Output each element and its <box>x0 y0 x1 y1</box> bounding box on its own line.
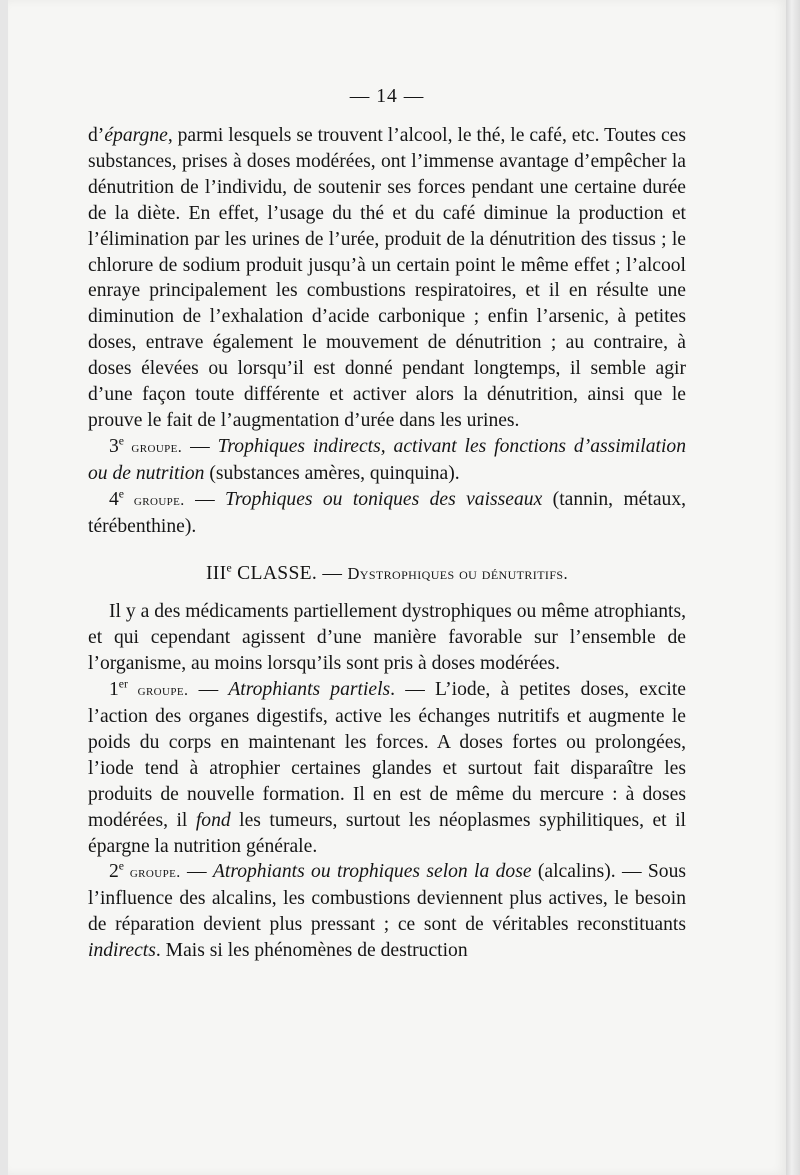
superscript-text: e <box>118 859 125 873</box>
paragraph-epargne <box>88 123 686 434</box>
small-caps-text: groupe. <box>124 438 183 456</box>
text-run: . — L’iode, à petites doses, excite l’action des organes digestifs, active les échanges nutritifs et augmente le poids du corps en maintenant les forces. A doses fortes ou prolongées, l’iode tend à atrophier certaines glandes et surtout fait disparaître les produits de nouvelle formation. Il en est de même du mercure : à doses modérées, il <box>88 679 686 831</box>
paragraph-intro-dystrophiques <box>88 599 686 677</box>
italic-text: Atrophiants partiels <box>228 679 391 701</box>
superscript-text: e <box>118 487 125 501</box>
paragraph-groupe-1 <box>88 677 686 859</box>
text-run: , parmi lesquels se trouvent l’alcool, le thé, le café, etc. Toutes ces substances, prises à doses modérées, ont l’immense avantage d’empêcher la dénutrition de l’individu, de soutenir ses forces pendant une certaine durée de la diète. En effet, l’usage du thé et du café diminue la production et l’élimination par les urines de l’urée, produit de la dénutrition des tissus ; le chlorure de sodium produit jusqu’à un certain point le même effet ; l’alcool enraye principalement les combustions respiratoires, et il en résulte une diminution de l’exhalation d’acide carbonique ; enfin l’arsenic, à petites doses, entrave également le mouvement de dénutrition ; au contraire, à doses élevées ou lorsqu’il est donné pendant longtemps, il semble agir d’une façon toute différente et activer alors la dénutrition, ainsi que le prouve le fait de l’augmentation d’urée dans les urines. <box>88 125 686 431</box>
text-run: 2 <box>109 861 119 883</box>
italic-text: indirects <box>88 940 156 962</box>
text-run: (tannin, métaux, térébenthine). <box>88 488 687 537</box>
text-run: 3 <box>109 435 119 457</box>
superscript-text: e <box>226 560 232 574</box>
small-caps-text: Dystrophiques ou dénutritifs. <box>347 563 569 583</box>
italic-text: Atrophiants ou trophiques selon la dose <box>212 861 532 883</box>
italic-text: fond <box>195 809 231 831</box>
text-run: — <box>182 435 218 457</box>
text-run: — <box>188 679 229 701</box>
paragraph-groupe-3 <box>88 434 686 487</box>
text-run: (substances amères, quinquina). <box>204 462 460 484</box>
paragraph-groupe-2 <box>88 859 686 964</box>
text-run: 4 <box>109 488 119 510</box>
text-run: III <box>205 562 227 584</box>
text-run: . Mais si les phénomènes de destruction <box>155 940 468 962</box>
page-number: — 14 — <box>349 86 425 107</box>
text-run: d’ <box>88 125 105 146</box>
italic-text: Trophiques ou toniques des vaisseaux <box>225 488 543 510</box>
text-run: (alcalins). — Sous l’influence des alcalins, les combustions deviennent plus actives, le besoin de réparation devient plus pressant ; ce sont de véritables reconstituants <box>88 861 687 936</box>
superscript-text: er <box>118 677 128 691</box>
superscript-text: e <box>118 434 125 448</box>
text-run: Il y a des médicaments partiellement dystrophiques ou même atrophiants, et qui cependant agissent d’une manière favorable sur l’ensemble de l’organisme, au moins lorsqu’ils sont pris à doses modérées. <box>88 601 686 675</box>
section-heading-classe-3 <box>88 561 686 587</box>
italic-text: Trophiques indirects, activant les fonctions d’assimilation ou de nutrition <box>88 435 686 484</box>
page-content <box>88 84 686 964</box>
text-run: — <box>184 488 226 510</box>
text-run: 1 <box>109 679 119 701</box>
text-run: CLASSE. — <box>231 562 348 584</box>
italic-text: épargne <box>104 125 168 146</box>
text-run: — <box>180 861 213 883</box>
paragraph-groupe-4 <box>88 487 686 540</box>
page-edge <box>786 0 800 1175</box>
text-run: les tumeurs, surtout les néoplasmes syphilitiques, et il épargne la nutrition générale. <box>88 809 686 857</box>
small-caps-text: groupe. <box>124 864 181 882</box>
small-caps-text: groupe. <box>124 491 185 509</box>
small-caps-text: groupe. <box>127 682 189 700</box>
